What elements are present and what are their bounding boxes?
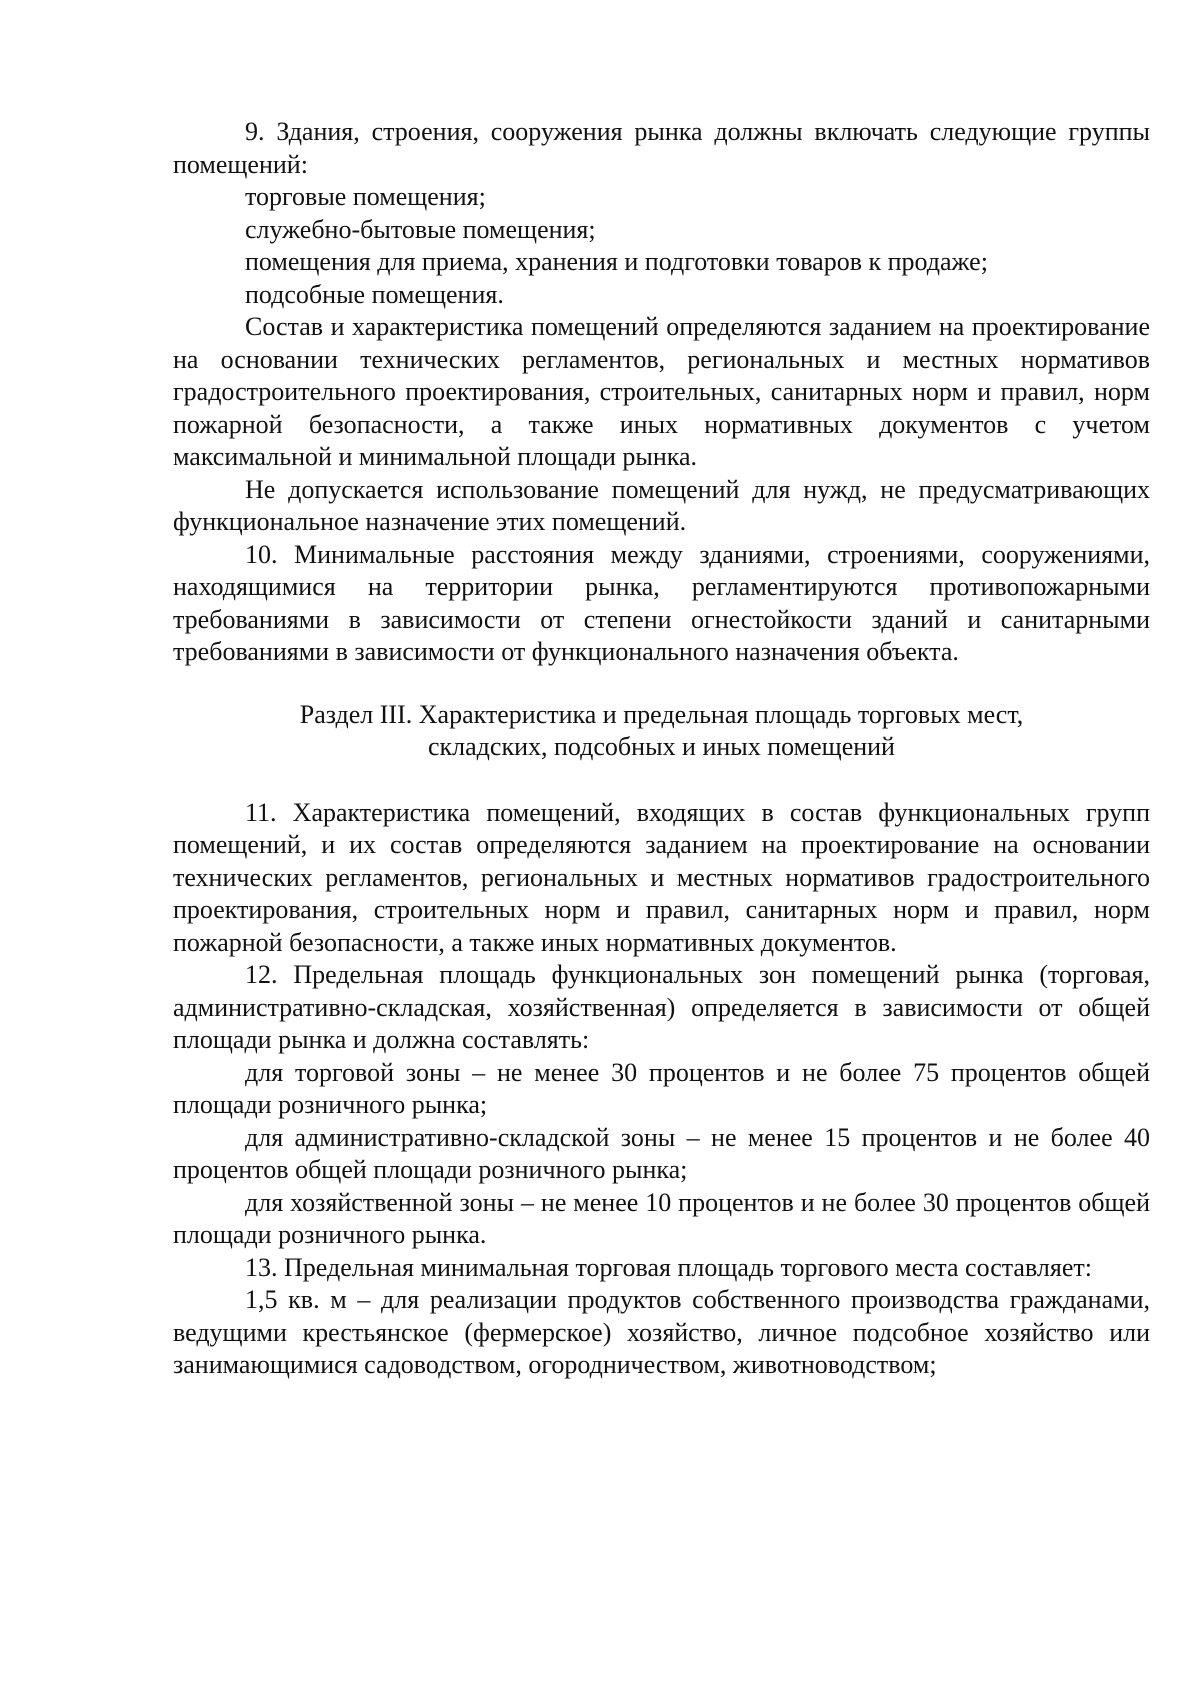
list-item: 1,5 кв. м – для реализации продуктов собственного производства гражданами, ведущими крестьянское (фермерское) хозяйство, личное подсобное хозяйство или занимающимися садоводством, огородничеством, животноводством; (173, 1285, 1150, 1379)
list-item: помещения для приема, хранения и подготовки товаров к продаже; (245, 247, 988, 276)
paragraph-11: 11. Характеристика помещений, входящих в состав функциональных групп помещений, и их состав определяются заданием на проектирование на основании технических регламентов, региональных и местных нормативов градостроительного проектирования, строительных норм и правил, санитарных норм и правил, норм пожарной безопасности, а также иных нормативных документов. (173, 797, 1150, 957)
paragraph-9-composition: Состав и характеристика помещений определяются заданием на проектирование на основании технических регламентов, региональных и местных нормативов градостроительного проектирования, строительных, санитарных норм и правил, норм пожарной безопасности, а также иных нормативных документов с учетом максимальной и минимальной площади рынка. (173, 312, 1150, 471)
section-heading-line: складских, подсобных и иных помещений (428, 732, 895, 761)
list-item: для торговой зоны – не менее 30 процентов и не более 75 процентов общей площади розничного рынка; (173, 1057, 1150, 1119)
list-item: для хозяйственной зоны – не менее 10 процентов и не более 30 процентов общей площади розничного рынка. (173, 1187, 1150, 1249)
section-heading (173, 699, 1150, 764)
list-item: подсобные помещения. (245, 279, 504, 309)
paragraph-9-restriction: Не допускается использование помещений для нужд, не предусматривающих функциональное назначение этих помещений. (173, 474, 1150, 536)
list-item: торговые помещения; (245, 182, 486, 211)
list-item: служебно-бытовые помещения; (245, 214, 596, 244)
paragraph-10: 10. Минимальные расстояния между зданиями, строениями, сооружениями, находящимися на территории рынка, регламентируются противопожарными требованиями в зависимости от степени огнестойкости зданий и санитарными требованиями в зависимости от функционального назначения объекта. (173, 539, 1150, 666)
section-heading-line: Раздел III. Характеристика и предельная площадь торговых мест, (299, 699, 1024, 729)
list-item: для административно-складской зоны – не менее 15 процентов и не более 40 процентов общей площади розничного рынка; (173, 1122, 1150, 1184)
paragraph-12: 12. Предельная площадь функциональных зон помещений рынка (торговая, административно-складская, хозяйственная) определяется в зависимости от общей площади рынка и должна составлять: (173, 960, 1150, 1054)
paragraph-13: 13. Предельная минимальная торговая площадь торгового места составляет: (245, 1252, 1092, 1282)
document-body (173, 116, 1150, 1382)
paragraph-9: 9. Здания, строения, сооружения рынка должны включать следующие группы помещений: (173, 117, 1150, 179)
